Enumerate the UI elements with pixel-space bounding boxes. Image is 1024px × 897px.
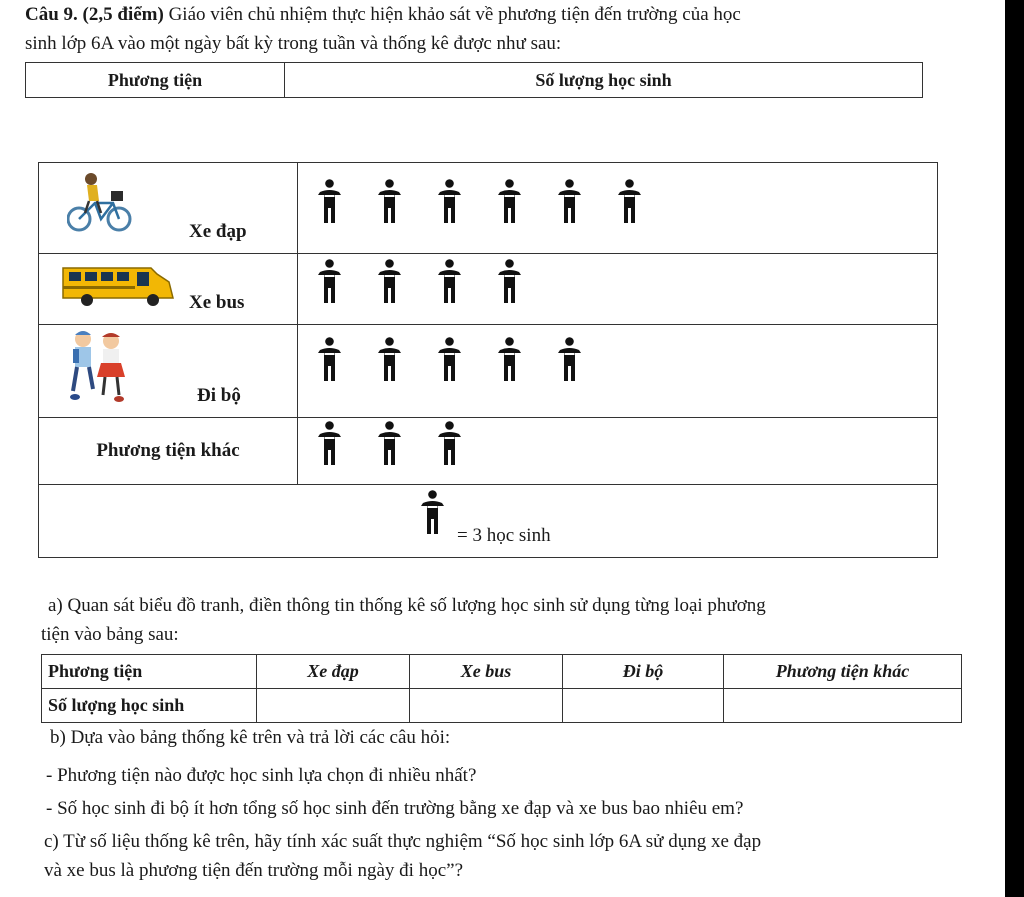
bicycle-girl-icon <box>67 171 135 233</box>
pictograph-icons-walk <box>298 325 938 418</box>
pictograph-label-cell <box>39 325 298 418</box>
person-icon <box>316 259 343 303</box>
answer-blank-bicycle[interactable] <box>257 689 410 723</box>
person-icon <box>316 179 343 223</box>
person-icon <box>376 421 403 465</box>
answer-header-row <box>42 655 962 689</box>
pictograph-label-cell <box>39 163 298 254</box>
pictograph-icons-bus <box>298 254 938 325</box>
person-icon <box>376 179 403 223</box>
question-text: Giáo viên chủ nhiệm thực hiện khảo sát về phương tiện đến trường của học <box>168 4 741 25</box>
person-icon <box>496 179 523 223</box>
header-table <box>25 62 923 98</box>
header-col-vehicle: Phương tiện <box>26 63 285 98</box>
icon-row-walk <box>316 337 583 381</box>
legend-text: = 3 học sinh <box>457 525 551 546</box>
answer-header-bus: Xe bus <box>410 655 563 689</box>
answer-header-bicycle: Xe đạp <box>257 655 410 689</box>
person-icon <box>436 421 463 465</box>
answer-header-other: Phương tiện khác <box>724 655 962 689</box>
question-points: (2,5 điểm) <box>82 4 164 25</box>
label-bicycle: Xe đạp <box>189 221 247 242</box>
answer-count-label: Số lượng học sinh <box>42 689 257 723</box>
label-other: Phương tiện khác <box>96 440 240 461</box>
question-line-1 <box>25 4 741 26</box>
pictograph-label-cell <box>39 418 298 485</box>
person-icon <box>496 259 523 303</box>
legend-person-icon <box>419 490 446 534</box>
pictograph-icons-bicycle <box>298 163 938 254</box>
person-icon <box>376 259 403 303</box>
part-b-question-2: - Số học sinh đi bộ ít hơn tổng số học sinh đến trường bằng xe đạp và xe bus bao nhiêu em? <box>46 798 744 819</box>
part-a-line-2: tiện vào bảng sau: <box>41 624 179 645</box>
icon-row-other <box>316 421 463 465</box>
answer-blank-bus[interactable] <box>410 689 563 723</box>
pictograph-legend-row <box>39 485 938 558</box>
person-icon <box>316 421 343 465</box>
answer-blank-walk[interactable] <box>563 689 724 723</box>
answer-count-row <box>42 689 962 723</box>
label-walk: Đi bộ <box>197 385 241 406</box>
question-line-2: sinh lớp 6A vào một ngày bất kỳ trong tuần và thống kê được như sau: <box>25 33 562 54</box>
walking-children-icon <box>63 329 133 407</box>
person-icon <box>376 337 403 381</box>
pictograph-label-cell <box>39 254 298 325</box>
person-icon <box>556 179 583 223</box>
right-edge-bar <box>1005 0 1024 897</box>
part-a-line-1: a) Quan sát biểu đồ tranh, điền thông tin thống kê số lượng học sinh sử dụng từng loại phương <box>48 595 766 616</box>
answer-header-walk: Đi bộ <box>563 655 724 689</box>
part-b-intro: b) Dựa vào bảng thống kê trên và trả lời các câu hỏi: <box>50 727 451 748</box>
person-icon <box>496 337 523 381</box>
part-c-line-2: và xe bus là phương tiện đến trường mỗi ngày đi học”? <box>44 860 464 881</box>
label-bus: Xe bus <box>189 292 245 313</box>
part-b-question-1: - Phương tiện nào được học sinh lựa chọn đi nhiều nhất? <box>46 765 477 786</box>
school-bus-icon <box>61 264 177 308</box>
person-icon <box>316 337 343 381</box>
pictograph-icons-other <box>298 418 938 485</box>
person-icon <box>436 337 463 381</box>
person-icon <box>556 337 583 381</box>
answer-blank-other[interactable] <box>724 689 962 723</box>
pictograph-row-bus <box>39 254 938 325</box>
header-col-count: Số lượng học sinh <box>285 63 923 98</box>
part-c-line-1: c) Từ số liệu thống kê trên, hãy tính xác suất thực nghiệm “Số học sinh lớp 6A sử dụng xe đạp <box>44 831 762 852</box>
answer-table <box>41 654 962 723</box>
icon-row-bus <box>316 259 523 303</box>
answer-header-vehicle: Phương tiện <box>42 655 257 689</box>
person-icon <box>436 179 463 223</box>
pictograph-row-walk <box>39 325 938 418</box>
pictograph-legend-cell <box>39 485 938 558</box>
person-icon <box>436 259 463 303</box>
pictograph-row-bicycle <box>39 163 938 254</box>
pictograph-table <box>38 162 938 558</box>
person-icon <box>616 179 643 223</box>
icon-row-bicycle <box>316 179 643 223</box>
question-number: Câu 9. <box>25 4 78 25</box>
pictograph-row-other <box>39 418 938 485</box>
